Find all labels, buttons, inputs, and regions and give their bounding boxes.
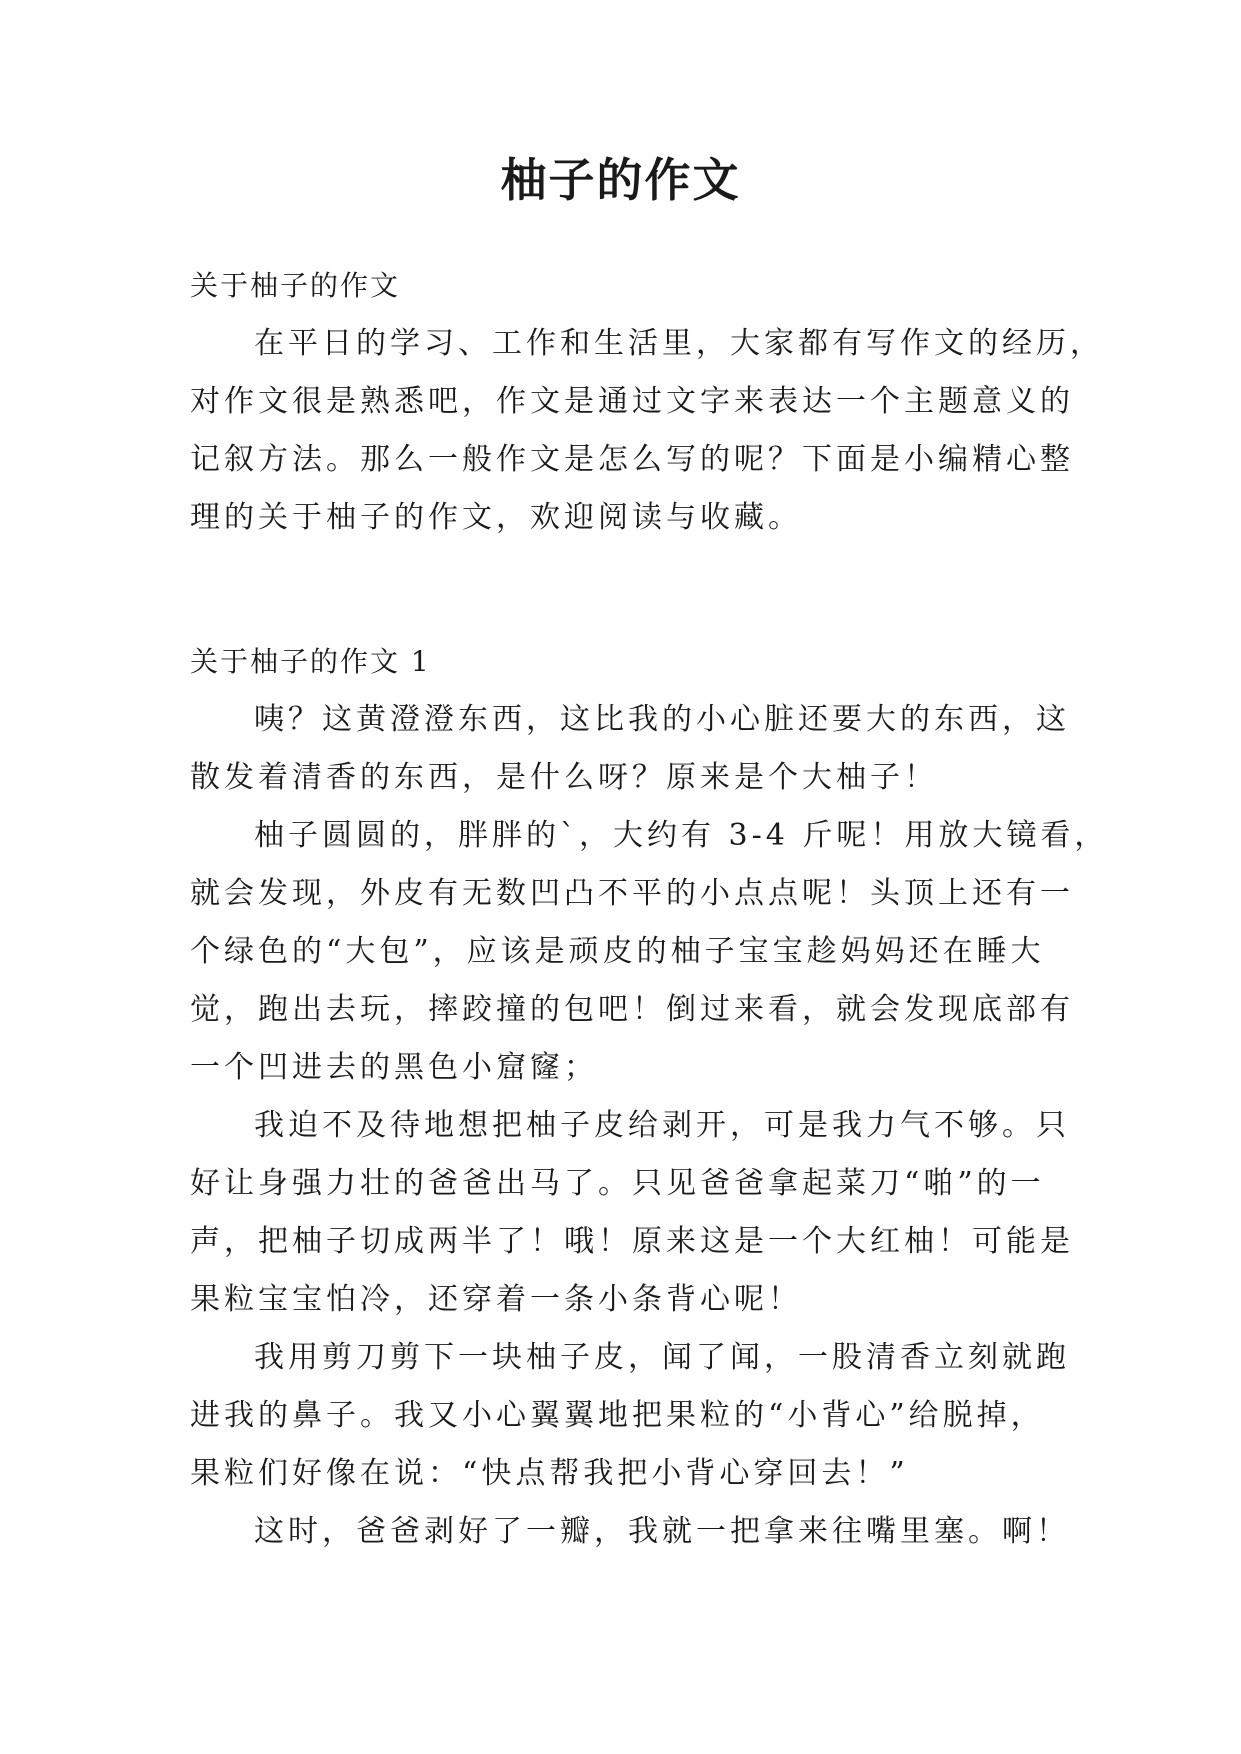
paragraph-line: 柚子圆圆的，胖胖的`，大约有 3-4 斤呢！用放大镜看， (254, 818, 1109, 853)
essay-1-paragraph-4 (190, 1329, 1070, 1503)
essay-1-paragraph-3 (190, 1097, 1074, 1329)
paragraph-line: 一个凹进去的黑色小窟窿； (190, 1050, 598, 1085)
intro-line: 对作文很是熟悉吧，作文是通过文字来表达一个主题意义的 (190, 384, 1074, 419)
paragraph-line: 我迫不及待地想把柚子皮给剥开，可是我力气不够。只 (254, 1108, 1070, 1143)
intro-line: 记叙方法。那么一般作文是怎么写的呢？下面是小编精心整 (190, 442, 1074, 477)
essay-1-paragraph-2 (190, 807, 1109, 1097)
paragraph-line: 好让身强力壮的爸爸出马了。只见爸爸拿起菜刀“啪”的一 (190, 1166, 1045, 1201)
paragraph-line: 咦？这黄澄澄东西，这比我的小心脏还要大的东西，这 (254, 702, 1070, 737)
intro-line: 理的关于柚子的作文，欢迎阅读与收藏。 (190, 500, 802, 535)
paragraph-line: 觉，跑出去玩，摔跤撞的包吧！倒过来看，就会发现底部有 (190, 992, 1074, 1027)
paragraph-line: 果粒们好像在说：“快点帮我把小背心穿回去！” (190, 1456, 909, 1491)
intro-heading: 关于柚子的作文 (190, 269, 401, 302)
intro-paragraph (190, 315, 1104, 547)
essay-1-paragraph-1 (190, 691, 1070, 807)
paragraph-line: 就会发现，外皮有无数凹凸不平的小点点呢！头顶上还有一 (190, 876, 1074, 911)
intro-line: 在平日的学习、工作和生活里，大家都有写作文的经历， (254, 326, 1104, 361)
paragraph-line: 我用剪刀剪下一块柚子皮，闻了闻，一股清香立刻就跑 (254, 1340, 1070, 1375)
paragraph-line: 果粒宝宝怕冷，还穿着一条小条背心呢！ (190, 1282, 802, 1317)
paragraph-line: 进我的鼻子。我又小心翼翼地把果粒的“小背心”给脱掉， (190, 1398, 1045, 1433)
paragraph-line: 这时，爸爸剥好了一瓣，我就一把拿来往嘴里塞。啊！ (254, 1514, 1070, 1549)
essay-1-paragraph-5 (190, 1503, 1070, 1561)
intro-section (190, 257, 1104, 547)
paragraph-line: 个绿色的“大包”，应该是顽皮的柚子宝宝趁妈妈还在睡大 (190, 934, 1045, 969)
document-title: 柚子的作文 (500, 153, 741, 207)
essay-1-section (190, 633, 1109, 1561)
essay-1-heading: 关于柚子的作文 1 (190, 645, 431, 678)
paragraph-line: 散发着清香的东西，是什么呀？原来是个大柚子！ (190, 760, 938, 795)
paragraph-line: 声，把柚子切成两半了！哦！原来这是一个大红柚！可能是 (190, 1224, 1074, 1259)
